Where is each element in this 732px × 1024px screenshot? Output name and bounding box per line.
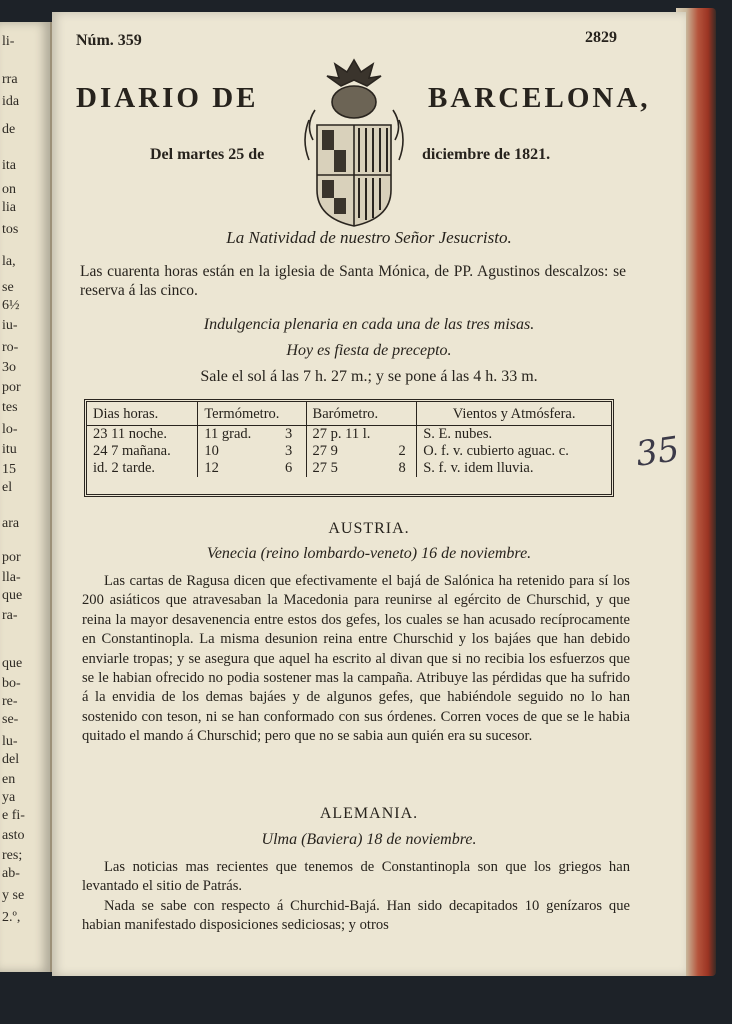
- article-alemania-2: Nada se sabe con respecto á Churchid-Bajá. Han sido decapitados 10 genízaros que habian manifestado disposiciones sediciosas; y otros: [82, 898, 630, 934]
- left-page-fragment: que: [2, 656, 23, 671]
- left-page-fragment: de: [2, 122, 16, 137]
- col-header-thermometer: Termómetro.: [198, 402, 306, 426]
- cell-baro: 27 5: [312, 460, 338, 476]
- left-page-fragment: lla-: [2, 570, 21, 585]
- left-page-fragment: lia: [2, 200, 16, 215]
- left-page-fragment: on: [2, 182, 16, 197]
- left-page-fragment: rra: [2, 72, 18, 87]
- left-page-fragment: bo-: [2, 676, 21, 691]
- cell-day: 24 7 mañana.: [87, 443, 198, 460]
- cell-baro-frac: [392, 426, 416, 444]
- left-page-fragment: lo-: [2, 422, 18, 437]
- feast-line: La Natividad de nuestro Señor Jesucristo.: [226, 228, 512, 247]
- cell-thermo-frac: 6: [279, 460, 306, 477]
- left-page-fragment: por: [2, 380, 21, 395]
- left-page-fragment: ara: [2, 516, 20, 531]
- cell-winds: S. f. v. idem lluvia.: [423, 460, 534, 476]
- left-page-fragment: en: [2, 772, 16, 787]
- left-page-fragment: ab-: [2, 866, 20, 881]
- weather-table: [84, 399, 614, 497]
- left-page-fragment: el: [2, 480, 13, 495]
- left-page-fragment: re-: [2, 694, 18, 709]
- date-right: diciembre de 1821.: [422, 146, 551, 163]
- masthead-title-left: DIARIO DE: [76, 82, 259, 114]
- col-header-days: Dias horas.: [87, 402, 198, 426]
- left-page-fragment: tes: [2, 400, 18, 415]
- left-page-fragment: se: [2, 280, 14, 295]
- left-page-fragment: la,: [2, 254, 16, 269]
- cell-winds: S. E. nubes.: [423, 426, 493, 442]
- dateline-ulma: Ulma (Baviera) 18 de noviembre.: [261, 831, 477, 848]
- issue-number: Núm. 359: [76, 32, 142, 49]
- left-page-fragment: iu-: [2, 318, 18, 333]
- holiday-line: Hoy es fiesta de precepto.: [286, 342, 452, 359]
- left-page-fragment: ra-: [2, 608, 18, 623]
- table-row: [87, 460, 611, 477]
- cell-baro: 27 9: [312, 443, 338, 459]
- left-page-fragment: 15: [2, 462, 16, 477]
- left-page-fragment: itu: [2, 442, 17, 457]
- left-page-fragment: ita: [2, 158, 16, 173]
- page-number: 2829: [585, 29, 617, 46]
- left-page-fragment: que: [2, 588, 23, 603]
- cell-winds: O. f. v. cubierto aguac. c.: [423, 443, 569, 459]
- table-row: [87, 426, 611, 444]
- left-page-fragment: lu-: [2, 734, 18, 749]
- col-header-winds: Vientos y Atmósfera.: [417, 402, 611, 426]
- section-heading-alemania: ALEMANIA.: [319, 805, 419, 822]
- left-page-fragment: ro-: [2, 340, 19, 355]
- left-page-fragment: 3o: [2, 360, 16, 375]
- date-left: Del martes 25 de: [150, 146, 265, 163]
- left-page-fragment: del: [2, 752, 20, 767]
- newspaper-page: [52, 12, 686, 976]
- masthead-title-right: BARCELONA,: [428, 82, 651, 114]
- left-page-fragment: y se: [2, 888, 25, 903]
- cell-day: id. 2 tarde.: [87, 460, 198, 477]
- handwritten-mark: 35: [633, 429, 682, 475]
- left-page-fragment: e fi-: [2, 808, 25, 823]
- section-heading-austria: AUSTRIA.: [328, 520, 410, 537]
- left-page-fragment: asto: [2, 828, 25, 843]
- left-page-fragment: por: [2, 550, 21, 565]
- left-page-edge: [0, 22, 52, 972]
- left-page-fragment: 2.º,: [2, 910, 21, 925]
- dateline-venecia: Venecia (reino lombardo-veneto) 16 de noviembre.: [206, 545, 532, 562]
- left-page-fragment: se-: [2, 712, 19, 727]
- left-page-fragment: ida: [2, 94, 20, 109]
- cell-baro-frac: 8: [392, 460, 416, 477]
- article-austria: Las cartas de Ragusa dicen que efectivamente el bajá de Salónica ha retenido para sí los 200 asiáticos que atravesaban la Macedonia para reunirse al egército de Churschid, y que reina la mayor desavenencia entre estos dos gefes, los cuales se han acusado recíprocamente en Constantinopla. La misma desunion reina entre Churschid y los bajáes que han debido enviarle tropas; y se asegura que aquel ha escrito al divan que si no recibia los esfuerzos que se le habian ofrecido no podia sostener mas la campaña. Atribuye las pérdidas que ha sufrido á la envidia de los demas bajáes y de algunos gefes, que habiéndole seguido no lo han sostenido con teson, ni se han conformado con sus órdenes. Corren voces de que se le habia quitado el mando á Churschid; pero que no se sabia aun quién era su sucesor.: [82, 573, 630, 745]
- left-page-fragment: tos: [2, 222, 19, 237]
- col-header-barometer: Barómetro.: [306, 402, 417, 426]
- left-page-fragment: res;: [2, 848, 23, 863]
- cell-thermo: 11 grad.: [204, 426, 252, 442]
- indulgence-line: Indulgencia plenaria en cada una de las tres misas.: [203, 316, 535, 333]
- left-page-fragment: 6½: [2, 298, 20, 313]
- cell-baro-frac: 2: [392, 443, 416, 460]
- forty-hours-notice: Las cuarenta horas están en la iglesia de Santa Mónica, de PP. Agustinos descalzos: se reserva á las cinco.: [80, 263, 626, 299]
- sun-times: Sale el sol á las 7 h. 27 m.; y se pone á las 4 h. 33 m.: [200, 368, 538, 385]
- cell-day: 23 11 noche.: [87, 426, 198, 444]
- cell-thermo: 12: [204, 460, 219, 476]
- left-page-fragment: li-: [2, 34, 15, 49]
- left-page-fragment: ya: [2, 790, 16, 805]
- cell-thermo: 10: [204, 443, 219, 459]
- cell-thermo-frac: 3: [279, 426, 306, 444]
- coat-of-arms-icon: [295, 50, 413, 230]
- cell-thermo-frac: 3: [279, 443, 306, 460]
- cell-baro: 27 p. 11 l.: [312, 426, 371, 442]
- article-alemania-1: Las noticias mas recientes que tenemos de Constantinopla son que los griegos han levantado el sitio de Patrás.: [82, 859, 630, 895]
- table-row: [87, 443, 611, 460]
